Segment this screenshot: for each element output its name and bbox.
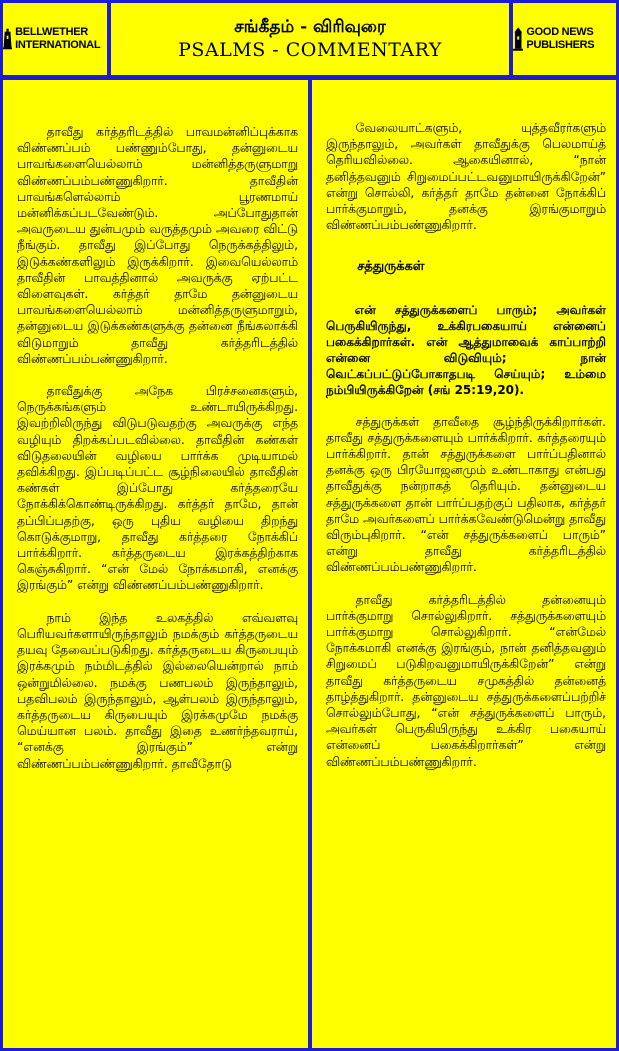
scripture-quote: என் சத்துருக்களைப் பாரும்; அவர்கள் பெருகியிருந்து, உக்கிரபகையாய் என்னைப் பகைக்கிறார்கள். என் ஆத்துமாவைக் காப்பாற்றி என்னை விடுவியும்; நான் வெட்கப்பட்டுப்போகாதபடி செய்யும்; உம்மை நம்பியிருக்கிறேன் (சங் 25:19,20).	[326, 302, 606, 397]
left-paragraph-3: நாம் இந்த உலகத்தில் எவ்வளவு பெரியவர்களாயிருந்தாலும் நமக்கும் கர்த்தருடைய தயவு தேவைப்படுகிறது. கர்த்தருடைய கிருபையும் இரக்கமும் நம்மிடத்தில் இல்லையென்றால் நாம் ஒன்றுமில்லை. நமக்கு பணபலம் இருந்தாலும், பதவிபலம் இருந்தாலும், ஆள்பலம் இருந்தாலும், கர்த்தருடைய கிருபையும் இரக்கமுமே நமக்கு மெய்யான பலம். தாவீது இதை உணர்ந்தவராய், “எனக்கு இரங்கும்” என்று விண்ணப்பம்பண்ணுகிறார். தாவீதோடு	[17, 610, 298, 771]
good-news-logo	[513, 3, 616, 75]
title-tamil: சங்கீதம் - விரிவுரை	[234, 17, 386, 37]
right-logo-text: GOOD NEWS PUBLISHERS	[526, 26, 595, 51]
title-english: PSALMS - COMMENTARY	[178, 39, 442, 61]
right-paragraph-1: வேலையாட்களும், யுத்தவீரர்களும் இருந்தாலும், அவர்கள் தாவீதுக்கு பெலமாய்த் தெரியவில்லை. ஆகையினால், “நான் தனித்தவனும் சிறுமைப்பட்டவனுமாயிருக்கிறேன்” என்று சொல்லி, கர்த்தர் தாமே தன்னை நோக்கிப் பார்க்குமாறும், தனக்கு இரங்குமாறும் விண்ணப்பம்பண்ணுகிறார்.	[326, 121, 606, 233]
section-heading: சத்துருக்கள்	[357, 259, 425, 275]
right-paragraph-2: சத்துருக்கள் தாவீதை சூழ்ந்திருக்கிறார்கள். தாவீது சத்துருக்களையும் பார்க்கிறார். கர்த்தரையும் பார்க்கிறார். தான் சத்துருக்களை பார்ப்பதினால் தனக்கு ஒரு பிரயோஜனமும் உண்டாகாது என்பது தாவீதுக்கு நன்றாகத் தெரியும். தன்னுடைய சத்துருக்களை தான் பார்ப்பதற்குப் பதிலாக, கர்த்தர் தாமே அவர்களைப் பார்க்கவேண்டுமென்று தாவீது விரும்புகிறார். “என் சத்துருக்களைப் பாரும்” என்று தாவீது கர்த்தரிடத்தில் விண்ணப்பம்பண்ணுகிறார்.	[326, 414, 606, 575]
left-paragraph-2: தாவீதுக்கு அநேக பிரச்சனைகளும், நெருக்கங்களும் உண்டாயிருக்கிறது. இவற்றிலிருந்து விடுபடுவதற்கு அவருக்கு எந்த வழியும் திறக்கப்படவில்லை. தாவீதின் கண்கள் விடுதலையின் வழியை பார்க்க முடியாமல் தவிக்கிறது. இப்படிப்பட்ட சூழ்நிலையில் தாவீதின் கண்கள் இப்போது கர்த்தரையே நோக்கிக்கொண்டிருக்கிறது. கர்த்தர் தாமே, தான் தப்பிப்பதற்கு, ஒரு புதிய வழியை திறந்து கொடுக்குமாறு, தாவீது கர்த்தரை நோக்கிப் பார்க்கிறார். கர்த்தருடைய இரக்கத்திற்காக கெஞ்சுகிறார். “என் மேல் நோக்கமாகி, எனக்கு இரங்கும்” என்று விண்ணப்பம்பண்ணுகிறார்.	[17, 384, 298, 593]
left-column	[3, 80, 308, 1048]
left-logo-text: BELLWETHER INTERNATIONAL	[15, 26, 101, 51]
right-paragraph-3: தாவீது கர்த்தரிடத்தில் தன்னையும் பார்க்குமாறு சொல்லுகிறார். சத்துருக்களையும் பார்க்குமாறு சொல்லுகிறார். “என்மேல் நோக்கமாகி எனக்கு இரங்கும், நான் தனித்தவனும் சிறுமைப் படுகிறவனுமாயிருக்கிறேன்” என்று தாவீது கர்த்தருடைய சமுகத்தில் தன்னைத் தாழ்த்துகிறார். தன்னுடைய சத்துருக்களைப்பற்றிச் சொல்லும்போது, “என் சத்துருக்களைப் பாரும், அவர்கள் பெருகியிருந்து உக்கிர பகையாய் என்னைப் பகைக்கிறார்கள்” என்று விண்ணப்பம்பண்ணுகிறார்.	[326, 592, 606, 769]
bell-tower-icon	[3, 21, 12, 57]
left-paragraph-1: தாவீது கர்த்தரிடத்தில் பாவமன்னிப்புக்காக விண்ணப்பம் பண்ணும்போது, தன்னுடைய பாவங்களையெல்லாம் மன்னித்தருளுமாறு விண்ணப்பம்பண்ணுகிறார். தாவீதின் பாவங்களெல்லாம் பூரணமாய் மன்னிக்கப்படவேண்டும். அப்போதுதான் அவருடைய துன்பமும் வருத்தமும் அவரை விட்டு நீங்கும். தாவீது இப்போது நெருக்கத்திலும், இடுக்கண்களிலும் இருக்கிறார். இவையெல்லாம் தாவீதின் பாவத்தினால் அவருக்கு ஏற்பட்ட விளைவுகள். கர்த்தர் தாமே தன்னுடைய பாவங்களையெல்லாம் மன்னித்தருளுமாறும், தன்னுடைய இடுக்கண்களுக்கு தன்னை நீங்கலாக்கி விடுமாறும் தாவீது கர்த்தரிடத்தில் விண்ணப்பம்பண்ணுகிறார்.	[17, 125, 298, 366]
tower-icon	[513, 21, 523, 57]
right-column	[312, 80, 616, 1048]
page-header	[111, 3, 509, 75]
bellwether-logo	[3, 3, 107, 75]
